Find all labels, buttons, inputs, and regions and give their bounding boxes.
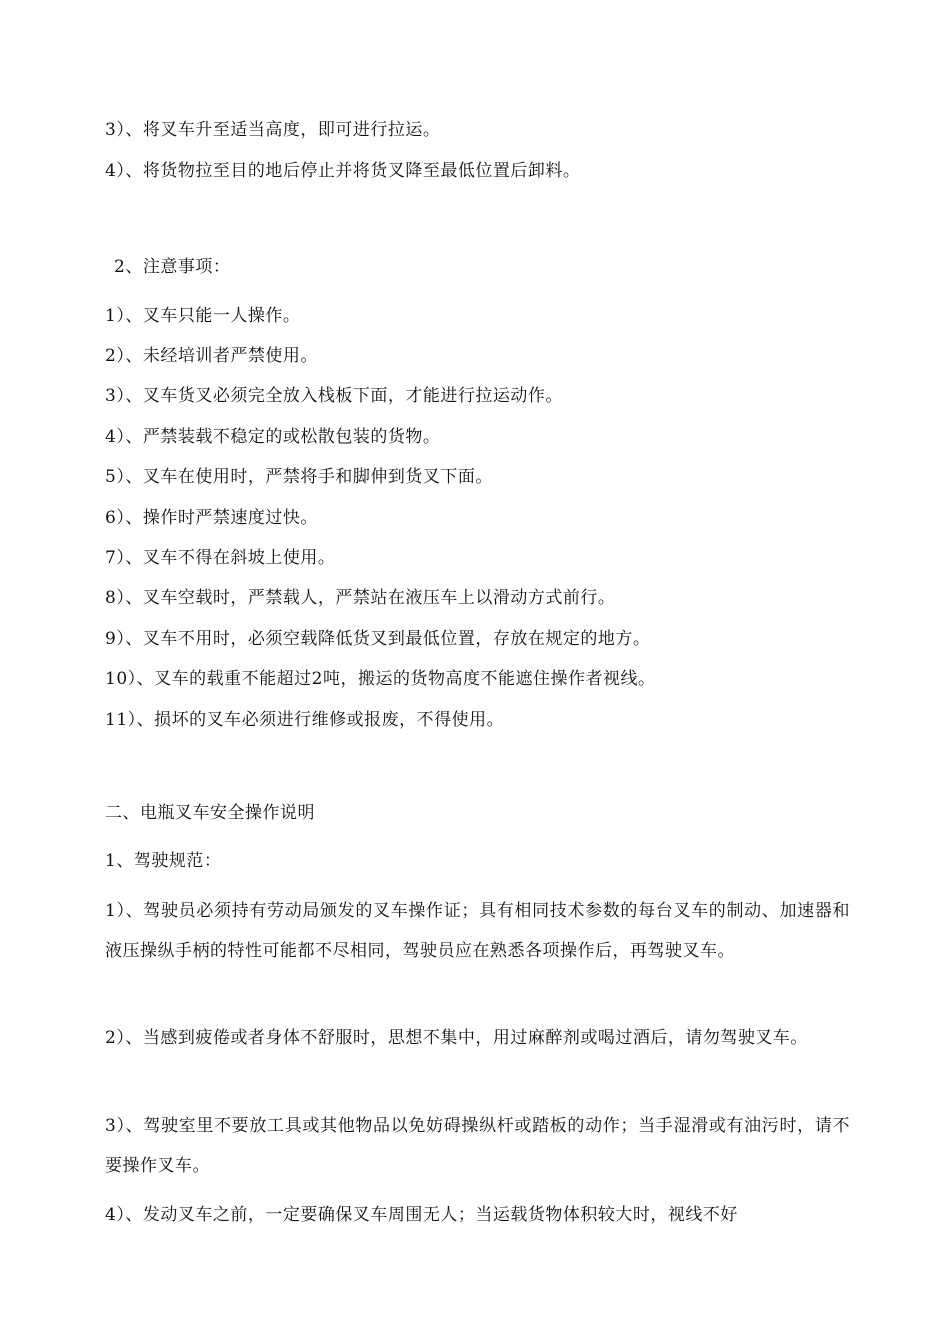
notes-heading: 2、注意事项： xyxy=(114,257,231,277)
driving-rule-2: 2）、当感到疲倦或者身体不舒服时，思想不集中，用过麻醉剂或喝过酒后，请勿驾驶叉车。 xyxy=(105,1028,808,1048)
note-item-10: 10）、叉车的载重不能超过2吨，搬运的货物高度不能遮住操作者视线。 xyxy=(105,669,656,689)
note-item-9: 9）、叉车不用时，必须空载降低货叉到最低位置，存放在规定的地方。 xyxy=(105,629,651,649)
driving-rule-4: 4）、发动叉车之前，一定要确保叉车周围无人；当运载货物体积较大时，视线不好 xyxy=(105,1205,738,1225)
note-item-4: 4）、严禁装载不稳定的或松散包装的货物。 xyxy=(105,427,441,447)
step-4-line: 4）、将货物拉至目的地后停止并将货叉降至最低位置后卸料。 xyxy=(105,161,581,181)
note-item-1: 1）、叉车只能一人操作。 xyxy=(105,306,301,326)
section-2-subheading: 1、驾驶规范： xyxy=(105,851,222,871)
note-item-6: 6）、操作时严禁速度过快。 xyxy=(105,508,318,528)
step-3-line: 3）、将叉车升至适当高度，即可进行拉运。 xyxy=(105,120,441,140)
section-2-title: 二、电瓶叉车安全操作说明 xyxy=(105,803,315,823)
note-item-11: 11）、损坏的叉车必须进行维修或报废，不得使用。 xyxy=(105,710,505,730)
note-item-3: 3）、叉车货叉必须完全放入栈板下面，才能进行拉运动作。 xyxy=(105,386,563,406)
note-item-5: 5）、叉车在使用时，严禁将手和脚伸到货叉下面。 xyxy=(105,467,493,487)
driving-rule-3: 3）、驾驶室里不要放工具或其他物品以免妨碍操纵杆或踏板的动作；当手湿滑或有油污时，请不要操作叉车。 xyxy=(105,1116,850,1176)
note-item-8: 8）、叉车空载时，严禁载人，严禁站在液压车上以滑动方式前行。 xyxy=(105,588,616,608)
note-item-7: 7）、叉车不得在斜坡上使用。 xyxy=(105,548,336,568)
driving-rule-1: 1）、驾驶员必须持有劳动局颁发的叉车操作证；具有相同技术参数的每台叉车的制动、加速器和液压操纵手柄的特性可能都不尽相同，驾驶员应在熟悉各项操作后，再驾驶叉车。 xyxy=(105,901,850,961)
note-item-2: 2）、未经培训者严禁使用。 xyxy=(105,346,318,366)
